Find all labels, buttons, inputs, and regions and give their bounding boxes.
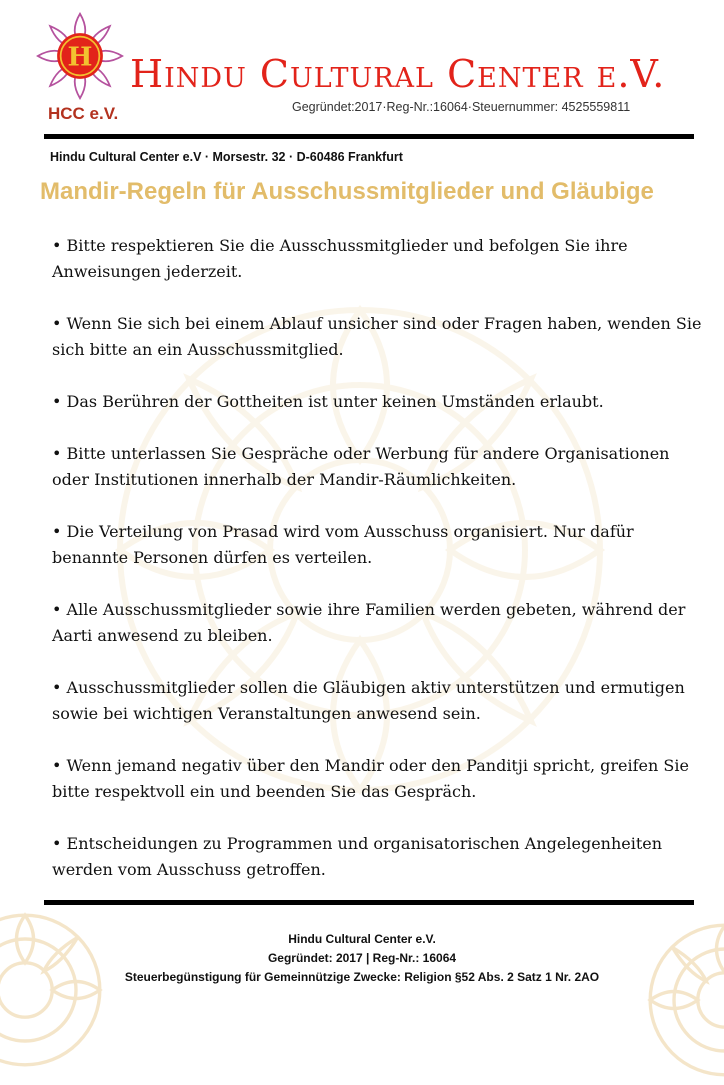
rule-item: • Das Berühren der Gottheiten ist unter keinen Umständen erlaubt.	[52, 392, 604, 411]
header-divider	[44, 134, 694, 139]
logo-letter: H	[67, 41, 93, 73]
rules-list	[52, 233, 702, 909]
rule-item: • Entscheidungen zu Programmen und organisatorischen Angelegenheiten werden vom Ausschuss getroffen.	[52, 834, 663, 879]
rule-item: • Wenn Sie sich bei einem Ablauf unsicher sind oder Fragen haben, wenden Sie sich bitte an ein Ausschussmitglied.	[52, 314, 702, 359]
footer-divider	[44, 900, 694, 905]
rule-item: • Bitte respektieren Sie die Ausschussmitglieder und befolgen Sie ihre Anweisungen jederzeit.	[52, 236, 628, 281]
hcc-logo-icon	[36, 12, 124, 100]
rule-item: • Bitte unterlassen Sie Gespräche oder Werbung für andere Organisationen oder Institutionen innerhalb der Mandir-Räumlichkeiten.	[52, 444, 670, 489]
organization-title: Hindu Cultural Center e.V.	[130, 52, 666, 96]
rule-item: • Alle Ausschussmitglieder sowie ihre Familien werden gebeten, während der Aarti anwesend zu bleiben.	[52, 600, 686, 645]
rule-item: • Die Verteilung von Prasad wird vom Ausschuss organisiert. Nur dafür benannte Personen dürfen es verteilen.	[52, 522, 634, 567]
rule-item: • Ausschussmitglieder sollen die Gläubigen aktiv unterstützen und ermutigen sowie bei wichtigen Veranstaltungen anwesend sein.	[52, 678, 685, 723]
footer-registration: Gegründet: 2017 | Reg-Nr.: 16064	[267, 951, 457, 965]
page-heading: Mandir-Regeln für Ausschussmitglieder und Gläubige	[40, 178, 654, 205]
address-line: Hindu Cultural Center e.V · Morsestr. 32 · D-60486 Frankfurt	[50, 150, 403, 164]
short-name: HCC e.V.	[48, 104, 119, 123]
footer-tax-note: Steuerbegünstigung für Gemeinnützige Zwecke: Religion §52 Abs. 2 Satz 1 Nr. 2AO	[124, 970, 600, 984]
footer	[0, 930, 724, 987]
footer-org-name: Hindu Cultural Center e.V.	[288, 932, 436, 946]
registration-info: Gegründet:2017·Reg-Nr.:16064·Steuernummer: 4525559811	[292, 100, 631, 114]
rule-item: • Wenn jemand negativ über den Mandir oder den Panditji spricht, greifen Sie bitte respektvoll ein und beenden Sie das Gespräch.	[52, 756, 689, 801]
